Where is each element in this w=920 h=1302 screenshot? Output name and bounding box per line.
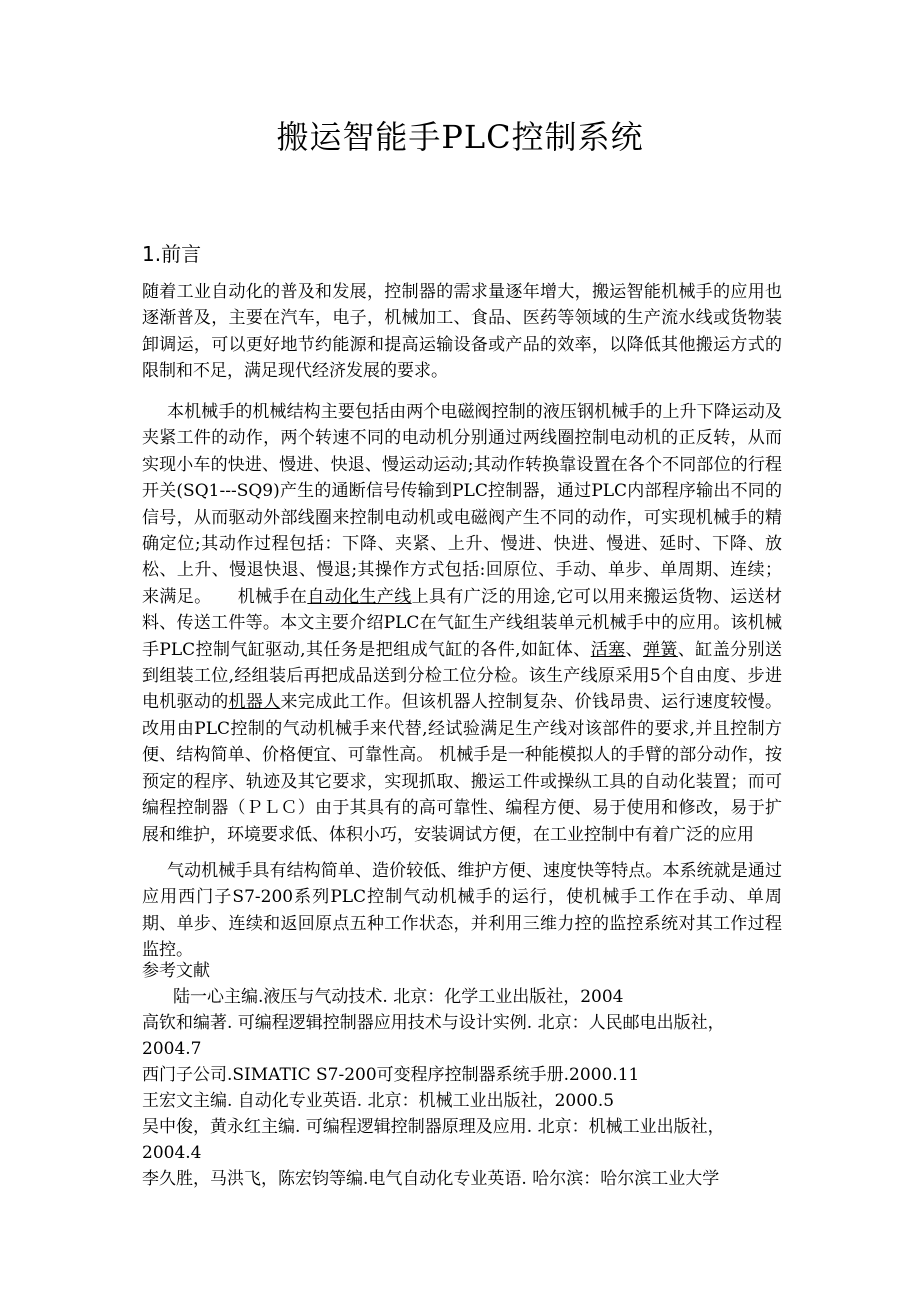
section-heading-preface: 1.前言 <box>142 242 202 266</box>
link-spring[interactable]: 弹簧 <box>643 639 678 660</box>
references-list <box>142 984 782 1192</box>
paragraph-pneumatic: 气动机械手具有结构简单、造价较低、维护方便、速度快等特点。本系统就是通过应用西门子S7-200系列PLC控制气动机械手的运行，使机械手工作在手动、单周期、单步、连续和返回原点五种工作状态，并利用三维力控的监控系统对其工作过程监控。 <box>142 861 782 961</box>
paragraph-mechanism-text-3: 、 <box>625 639 643 660</box>
paragraph-mechanism-text-4: 、缸盖分别送到组装工位,经组装后再把成品送到分检工位分检。该生产线原采用5个自由度、步进电机驱动的 <box>142 639 783 713</box>
link-piston[interactable]: 活塞 <box>590 639 626 660</box>
reference-item: 西门子公司.SIMATIC S7-200可变程序控制器系统手册.2000.11 <box>142 1065 640 1085</box>
reference-item: 陆一心主编.液压与气动技术. 北京：化学工业出版社，2004 <box>173 987 624 1007</box>
paragraph-mechanism-text-1: 本机械手的机械结构主要包括由两个电磁阀控制的液压钢机械手的上升下降运动及夹紧工件的动作，两个转速不同的电动机分别通过两线圈控制电动机的正反转，从而实现小车的快进、慢进、快退、慢运动运动;其动作转换靠设置在各个不同部位的行程开关(SQ1---SQ9)产生的通断信号传输到PLC控制器，通过PLC内部程序输出不同的信号，从而驱动外部线圈来控制电动机或电磁阀产生不同的动作，可实现机械手的精确定位;其动作过程包括：下降、夹紧、上升、慢进、快进、慢进、延时、下降、放松、上升、慢退快退、慢退;其操作方式包括:回原位、手动、单步、单周期、连续；来满足。 机械手在 <box>142 402 782 607</box>
reference-item: 高钦和编著. 可编程逻辑控制器应用技术与设计实例. 北京：人民邮电出版社，2004.7 <box>142 1013 725 1059</box>
references-title: 参考文献 <box>142 961 210 981</box>
paragraph-mechanism-text-5: 来完成此工作。但该机器人控制复杂、价钱昂贵、运行速度较慢。改用由PLC控制的气动机械手来代替,经试验满足生产线对该部件的要求,并且控制方便、结构简单、价格便宜、可靠性高。 机械手是一种能模拟人的手臂的部分动作，按预定的程序、轨迹及其它要求，实现抓取、搬运工件或操纵工具的自动化装置；而可编程控制器（ＰＬＣ）由于其具有的高可靠性、编程方便、易于使用和修改，易于扩展和维护，环境要求低、体积小巧，安装调试方便，在工业控制中有着广泛的应用 <box>142 692 783 845</box>
reference-item: 王宏文主编. 自动化专业英语. 北京：机械工业出版社，2000.5 <box>142 1091 615 1111</box>
paragraph-mechanism-text-2: 上具有广泛的用途,它可以用来搬运货物、运送材料、传送工件等。本文主要介绍PLC在气缸生产线组装单元机械手中的应用。该机械手PLC控制气缸驱动,其任务是把组成气缸的各件,如缸体、 <box>142 586 783 660</box>
link-automation-line[interactable]: 自动化生产线 <box>307 586 412 607</box>
paragraph-intro: 随着工业自动化的普及和发展，控制器的需求量逐年增大，搬运智能机械手的应用也逐渐普及，主要在汽车，电子，机械加工、食品、医药等领域的生产流水线或货物装卸调运，可以更好地节约能源和提高运输设备或产品的效率，以降低其他搬运方式的限制和不足，满足现代经济发展的要求。 <box>142 282 782 382</box>
reference-item: 吴中俊，黄永红主编. 可编程逻辑控制器原理及应用. 北京：机械工业出版社，2004.4 <box>142 1117 725 1163</box>
paragraph-mechanism <box>142 399 782 848</box>
link-robot[interactable]: 机器人 <box>228 692 281 713</box>
reference-item: 李久胜，马洪飞，陈宏钧等编.电气自动化专业英语. 哈尔滨：哈尔滨工业大学 <box>142 1169 720 1189</box>
document-title: 搬运智能手PLC控制系统 <box>276 118 644 156</box>
